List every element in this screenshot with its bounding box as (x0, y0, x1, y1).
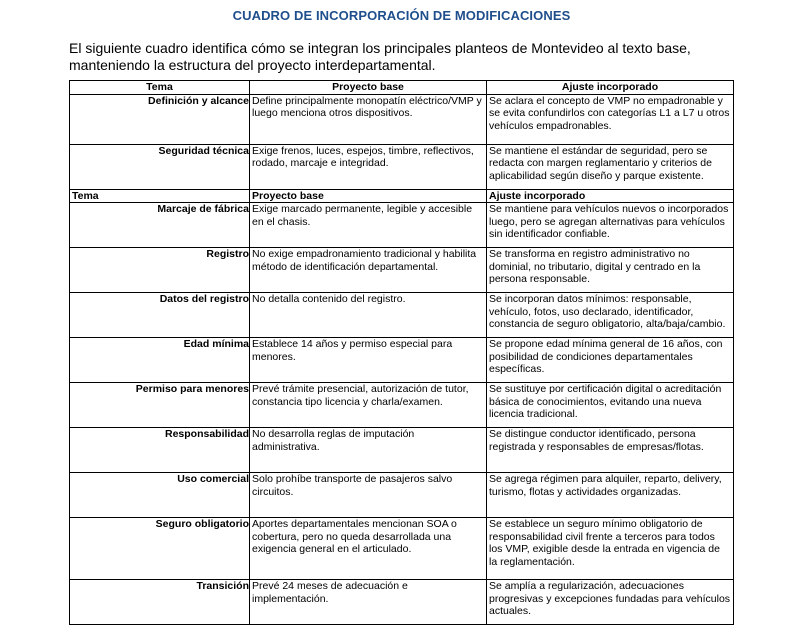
base-cell: No desarrolla reglas de imputación administrativa. (250, 428, 487, 473)
base-cell: No detalla contenido del registro. (250, 293, 487, 338)
document-title: CUADRO DE INCORPORACIÓN DE MODIFICACIONES (232, 8, 571, 23)
table-row (70, 94, 734, 144)
table-header-row (70, 81, 734, 95)
tema-cell: Permiso para menores (70, 383, 250, 428)
table-row (70, 248, 734, 293)
ajuste-cell: Se mantiene para vehículos nuevos o incorporados luego, pero se agregan alternativas para vehículos sin identificador confiable. (487, 203, 734, 248)
base-cell: Exige frenos, luces, espejos, timbre, reflectivos, rodado, marcaje e integridad. (250, 144, 487, 189)
base-cell: Prevé trámite presencial, autorización de tutor, constancia tipo licencia y charla/examen. (250, 383, 487, 428)
tema-cell: Registro (70, 248, 250, 293)
ajuste-cell: Se amplía a regularización, adecuaciones progresivas y excepciones fundadas para vehículos actuales. (487, 580, 734, 625)
table-header-row (70, 189, 734, 203)
ajuste-cell: Se establece un seguro mínimo obligatorio de responsabilidad civil frente a terceros para todos los VMP, exigible desde la entrada en vigencia de la reglamentación. (487, 518, 734, 580)
tema-cell: Datos del registro (70, 293, 250, 338)
base-cell: Exige marcado permanente, legible y accesible en el chasis. (250, 203, 487, 248)
tema-cell: Edad mínima (70, 338, 250, 383)
table-row (70, 293, 734, 338)
ajuste-cell: Se incorporan datos mínimos: responsable, vehículo, fotos, uso declarado, identificador, constancia de seguro obligatorio, alta/baja/cambio. (487, 293, 734, 338)
tema-cell: Seguro obligatorio (70, 518, 250, 580)
table-row (70, 518, 734, 580)
base-cell: Establece 14 años y permiso especial para menores. (250, 338, 487, 383)
ajuste-cell: Se propone edad mínima general de 16 años, con posibilidad de condiciones departamentales específicas. (487, 338, 734, 383)
table-row (70, 580, 734, 625)
base-cell: Define principalmente monopatín eléctrico/VMP y luego menciona otros dispositivos. (250, 94, 487, 144)
tema-cell: Responsabilidad (70, 428, 250, 473)
tema-cell: Marcaje de fábrica (70, 203, 250, 248)
header-tema: Tema (70, 189, 250, 203)
base-cell: No exige empadronamiento tradicional y habilita método de identificación departamental. (250, 248, 487, 293)
tema-cell: Seguridad técnica (70, 144, 250, 189)
table-row (70, 203, 734, 248)
ajuste-cell: Se aclara el concepto de VMP no empadronable y se evita confundirlos con categorías L1 a L7 u otros vehículos empadronables. (487, 94, 734, 144)
modifications-table (69, 80, 734, 625)
ajuste-cell: Se mantiene el estándar de seguridad, pero se redacta con margen reglamentario y criterios de aplicabilidad según diseño y parque existente. (487, 144, 734, 189)
intro-line: manteniendo la estructura del proyecto interdepartamental. (69, 57, 436, 73)
header-proyecto-base: Proyecto base (250, 189, 487, 203)
ajuste-cell: Se agrega régimen para alquiler, reparto, delivery, turismo, flotas y actividades organizadas. (487, 473, 734, 518)
intro-line: El siguiente cuadro identifica cómo se integran los principales planteos de Montevideo al texto base, (69, 40, 691, 56)
base-cell: Solo prohíbe transporte de pasajeros salvo circuitos. (250, 473, 487, 518)
ajuste-cell: Se transforma en registro administrativo no dominial, no tributario, digital y centrado en la persona responsable. (487, 248, 734, 293)
ajuste-cell: Se distingue conductor identificado, persona registrada y responsables de empresas/flotas. (487, 428, 734, 473)
tema-cell: Definición y alcance (70, 94, 250, 144)
base-cell: Aportes departamentales mencionan SOA o cobertura, pero no queda desarrollada una exigencia general en el articulado. (250, 518, 487, 580)
header-ajuste: Ajuste incorporado (487, 189, 734, 203)
tema-cell: Uso comercial (70, 473, 250, 518)
table-row (70, 338, 734, 383)
tema-cell: Transición (70, 580, 250, 625)
table-row (70, 428, 734, 473)
header-tema: Tema (70, 81, 250, 95)
base-cell: Prevé 24 meses de adecuación e implementación. (250, 580, 487, 625)
table-row (70, 144, 734, 189)
header-ajuste: Ajuste incorporado (487, 81, 734, 95)
intro-paragraph (69, 40, 789, 74)
table-row (70, 383, 734, 428)
header-proyecto-base: Proyecto base (250, 81, 487, 95)
ajuste-cell: Se sustituye por certificación digital o acreditación básica de conocimientos, evitando una nueva licencia tradicional. (487, 383, 734, 428)
table-row (70, 473, 734, 518)
